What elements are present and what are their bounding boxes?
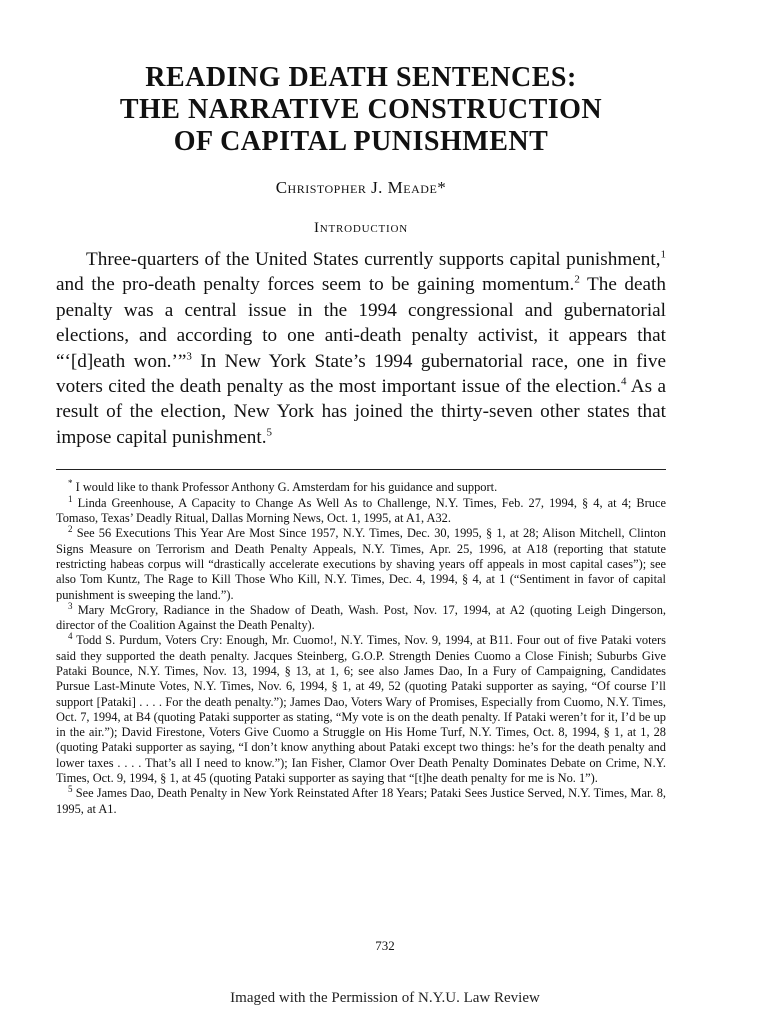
introduction-paragraph xyxy=(56,247,666,450)
footnote-ref-2: 2 xyxy=(574,274,580,287)
footnote-ref-1: 1 xyxy=(660,248,666,261)
intro-text-3: The death penalty was a central issue in the 1994 congressional and gubernatorial elections, and according to one anti-death penalty activist, it appears that “‘[d]eath won.’” xyxy=(56,274,666,372)
intro-text-1: Three-quarters of the United States currently supports capital punishment, xyxy=(86,249,661,270)
footnote-ref-5: 5 xyxy=(266,426,272,439)
footnote-mark: 1 xyxy=(68,493,73,504)
footnote-text: I would like to thank Professor Anthony G. Amsterdam for his guidance and support. xyxy=(72,480,498,495)
footnote-mark: 4 xyxy=(68,631,73,642)
footnote-text: Linda Greenhouse, A Capacity to Change As Well As to Challenge, N.Y. Times, Feb. 27, 1994, § 4, at 4; Bruce Tomaso, Texas’ Deadly Ritual, Dallas Morning News, Oct. 1, 1995, at A1, A32. xyxy=(56,495,666,526)
page-number: 732 xyxy=(375,938,395,953)
footnote-text: Mary McGrory, Radiance in the Shadow of Death, Wash. Post, Nov. 17, 1994, at A2 (quoting Leigh Dingerson, director of the Coalition Against the Death Penalty). xyxy=(56,602,666,633)
footnote-ref-4: 4 xyxy=(620,375,627,388)
footnote-text: See 56 Executions This Year Are Most Since 1957, N.Y. Times, Dec. 30, 1995, § 1, at 28; Alison Mitchell, Clinton Signs Measure on Terrorism and Death Penalty Appeals, N.Y. Times, Apr. 25, 1996, at A18 (reporting that statute restricting habeas corpus will “drastically accelerate executions by shaving years off appeals in most capital cases”); see also Tom Kuntz, The Rage to Kill Those Who Kill, N.Y. Times, Dec. 4, 1994, § 4, at 1 (“Sentiment in favor of capital punishment is sweeping the land.”). xyxy=(56,526,666,602)
footnote-text: See James Dao, Death Penalty in New York Reinstated After 18 Years; Pataki Sees Justice Served, N.Y. Times, Mar. 8, 1995, at A1. xyxy=(56,786,666,816)
title-line-1: READING DEATH SENTENCES: xyxy=(145,62,577,93)
title-line-2: THE NARRATIVE CONSTRUCTION xyxy=(119,94,603,125)
footnote-3 xyxy=(56,600,666,634)
footnote-mark: 2 xyxy=(68,524,73,535)
footnotes xyxy=(56,480,666,817)
title-line-3: OF CAPITAL PUNISHMENT xyxy=(173,126,549,157)
footnote-mark: 3 xyxy=(68,600,73,611)
footnote-star xyxy=(56,480,666,495)
footnote-divider xyxy=(56,469,666,470)
intro-text-2: and the pro-death penalty forces seem to be gaining momentum. xyxy=(56,274,575,296)
permission-footer: Imaged with the Permission of N.Y.U. Law Review xyxy=(230,990,540,1006)
footnote-5 xyxy=(56,786,666,817)
footnote-ref-3: 3 xyxy=(186,350,192,363)
footnote-mark: * xyxy=(68,478,73,489)
footnote-mark: 5 xyxy=(68,784,73,795)
article-page xyxy=(56,62,666,817)
footnote-1 xyxy=(56,493,666,527)
article-title xyxy=(56,62,666,158)
intro-text-4: In New York State’s 1994 gubernatorial race, one in five voters cited the death penalty as the most important issue of the election. xyxy=(56,350,666,398)
footnote-2 xyxy=(56,526,666,602)
footnote-4 xyxy=(56,633,666,786)
footnote-text: Todd S. Purdum, Voters Cry: Enough, Mr. Cuomo!, N.Y. Times, Nov. 9, 1994, at B11. Four out of five Pataki voters said they supported the death penalty. Jacques Steinberg, G.O.P. Strength Denies Cuomo a Close Finish; Suburbs Give Pataki Bounce, N.Y. Times, Nov. 13, 1994, § 13, at 1, 6; see also James Dao, In a Fury of Campaigning, Candidates Pursue Last-Minute Votes, N.Y. Times, Nov. 6, 1994, § 1, at 49, 52 (quoting Pataki supporter as saying, “Of course I’ll support [Pataki] . . . . For the death penalty.”); James Dao, Voters Wary of Promises, Especially from Cuomo, N.Y. Times, Oct. 7, 1994, at B4 (quoting Pataki supporter as stating, “My vote is on the death penalty. If Pataki weren’t for it, I’d be up in the air.”); David Firestone, Voters Give Cuomo a Struggle on His Home Turf, N.Y. Times, Oct. 8, 1994, § 1, at 1, 28 (quoting Pataki supporter as saying, “I don’t know anything about Pataki except two things: he’s for the death penalty and lower taxes . . . . That’s all I need to know.”); Ian Fisher, Clamor Over Death Penalty Dominates Debate on Crime, N.Y. Times, Oct. 9, 1994, § 1, at 45 (quoting Pataki supporter as saying that “[t]he death penalty for me is No. 1”). xyxy=(56,633,666,786)
author-name: Christopher J. Meade* xyxy=(275,178,447,197)
intro-text-5: As a result of the election, New York has joined the thirty-seven other states that impose capital punishment. xyxy=(56,376,667,448)
section-heading: Introduction xyxy=(313,220,409,236)
